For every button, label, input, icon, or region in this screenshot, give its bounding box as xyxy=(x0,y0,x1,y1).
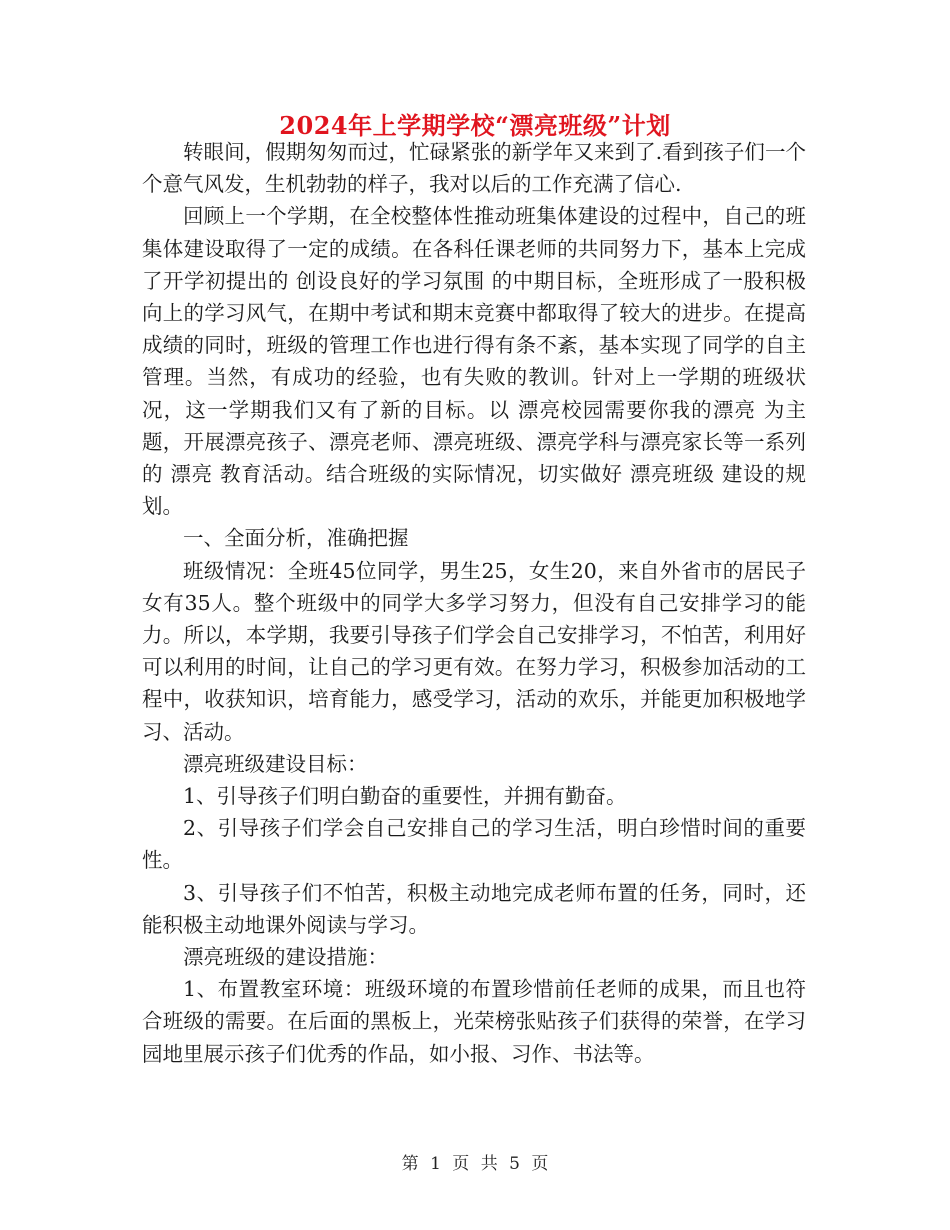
section-heading-analysis: 一、全面分析，准确把握 xyxy=(183,526,409,551)
goal-item-1: 1、引导孩子们明白勤奋的重要性，并拥有勤奋。 xyxy=(183,784,627,809)
paragraph-review: 回顾上一个学期，在全校整体性推动班集体建设的过程中，自己的班集体建设取得了一定的成绩。在各科任课老师的共同努力下，基本上完成了开学初提出的 创设良好的学习氛围 的中期目标，全班形成了一股积极向上的学习风气，在期中考试和期末竞赛中都取得了较大的进步。在提高成绩的同时，班级的管理工作也进行得有条不紊，基本实现了同学的自主管理。当然，有成功的经验，也有失败的教训。针对上一学期的班级状况，这一学期我们又有了新的目标。以 漂亮校园需要你我的漂亮 为主题，开展漂亮孩子、漂亮老师、漂亮班级、漂亮学科与漂亮家长等一系列的 漂亮 教育活动。结合班级的实际情况，切实做好 漂亮班级 建设的规划。 xyxy=(142,204,806,519)
paragraph-intro: 转眼间，假期匆匆而过，忙碌紧张的新学年又来到了.看到孩子们一个个意气风发，生机勃勃的样子，我对以后的工作充满了信心. xyxy=(142,140,806,197)
document-title: 2024年上学期学校“漂亮班级”计划 xyxy=(279,111,671,140)
goal-item-2: 2、引导孩子们学会自己安排自己的学习生活，明白珍惜时间的重要性。 xyxy=(142,816,806,873)
goal-item-3: 3、引导孩子们不怕苦，积极主动地完成老师布置的任务，同时，还能积极主动地课外阅读与学习。 xyxy=(142,880,806,937)
measure-item-1: 1、布置教室环境：班级环境的布置珍惜前任老师的成果，而且也符合班级的需要。在后面的黑板上，光荣榜张贴孩子们获得的荣誉，在学习园地里展示孩子们优秀的作品，如小报、习作、书法等。 xyxy=(142,977,806,1066)
section-heading-goals: 漂亮班级建设目标： xyxy=(183,751,368,776)
document-body xyxy=(142,136,806,1070)
section-heading-measures: 漂亮班级的建设措施： xyxy=(183,945,388,970)
paragraph-class-situation: 班级情况：全班45位同学，男生25，女生20，来自外省市的居民子女有35人。整个班级中的同学大多学习努力，但没有自己安排学习的能力。所以，本学期，我要引导孩子们学会自己安排学习，不怕苦，利用好可以利用的时间，让自己的学习更有效。在努力学习，积极参加活动的工程中，收获知识，培育能力，感受学习，活动的欢乐，并能更加积极地学习、活动。 xyxy=(142,558,806,744)
page-footer: 第 1 页 共 5 页 xyxy=(401,1154,549,1174)
